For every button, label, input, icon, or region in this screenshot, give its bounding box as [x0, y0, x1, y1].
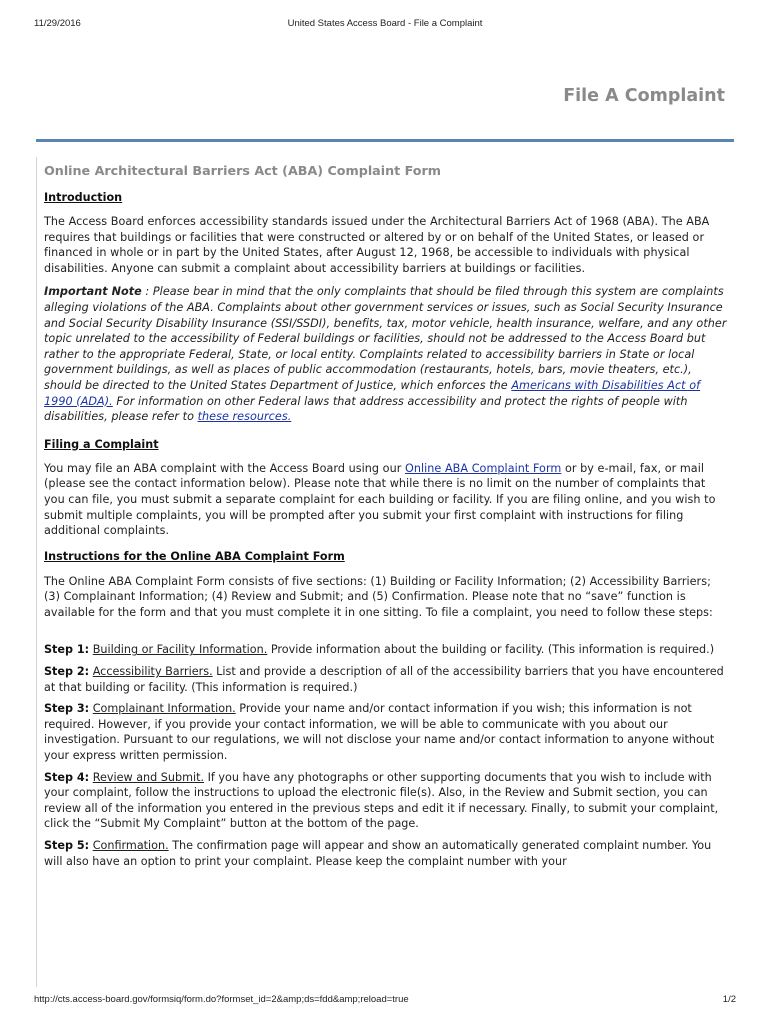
important-note	[44, 284, 729, 424]
step-label: Step 3:	[44, 702, 90, 716]
instructions-heading: Instructions for the Online ABA Complaint Form	[44, 549, 345, 563]
step-label: Step 2:	[44, 665, 90, 679]
step-item	[44, 838, 729, 869]
step-text: The confirmation page will appear and show an automatically generated complaint number. You will also have an option to print your complaint. Please keep the complaint number with your	[44, 839, 712, 868]
online-complaint-form-link[interactable]: Online ABA Complaint Form	[404, 461, 562, 475]
filing-text-after: or by e-mail, fax, or mail (please see the contact information below). Please note that while there is no limit on the number of complaints that you can file, you must submit a separate complaint for each building or facility. If you are filing online, and you wish to submit multiple complaints, you will be prompted after you submit your first complaint with instructions for filing additional complaints.	[44, 461, 716, 538]
step-link-accessibility-barriers[interactable]: Accessibility Barriers.	[92, 665, 213, 679]
print-header	[34, 18, 736, 32]
step-item	[44, 701, 729, 763]
resources-link[interactable]: these resources.	[197, 410, 292, 424]
important-note-text-2: For information on other Federal laws that address accessibility and protect the rights of people with disabilities, please refer to	[44, 394, 688, 424]
important-note-text: : Please bear in mind that the only complaints that should be filed through this system are complaints alleging violations of the ABA. Complaints about other government services or issues, such as Social Security Insurance and Social Security Disability Insurance (SSI/SSDI), benefits, tax, motor vehicle, health insurance, welfare, and any other topic unrelated to the accessibility of Federal buildings or facilities, should not be addressed to the Access Board but rather to the appropriate Federal, State, or local entity. Complaints related to accessibility barriers in State or local government buildings, as well as places of public accommodation (restaurants, hotels, bars, movie theaters, etc.), should be directed to the United States Department of Justice, which enforces the	[44, 285, 727, 392]
step-item	[44, 664, 729, 695]
page-title: File A Complaint	[563, 86, 725, 106]
ada-link[interactable]: Americans with Disabilities Act of 1990 (ADA).	[44, 378, 701, 408]
filing-text-before: You may file an ABA complaint with the Access Board using our	[44, 461, 405, 475]
step-link-building-info[interactable]: Building or Facility Information.	[92, 643, 268, 657]
header-divider	[36, 139, 734, 142]
print-document-title: United States Access Board - File a Complaint	[287, 18, 483, 29]
step-link-complainant-info[interactable]: Complainant Information.	[92, 702, 236, 716]
step-item	[44, 770, 729, 832]
step-text: Provide your name and/or contact information if you wish; this information is not required. However, if you provide your contact information, we will be able to communicate with you about our investigation. Pursuant to our regulations, we will not disclose your name and/or contact information to anyone without your express written permission.	[44, 702, 715, 763]
filing-heading: Filing a Complaint	[44, 437, 159, 451]
step-label: Step 4:	[44, 770, 90, 784]
introduction-text: The Access Board enforces accessibility standards issued under the Architectural Barriers Act of 1968 (ABA). The ABA requires that buildings or facilities that were constructed or altered by or on behalf of the United States, or leased or financed in whole or in part by the United States, after August 12, 1968, be accessible to individuals with physical disabilities. Anyone can submit a complaint about accessibility barriers at buildings or facilities.	[44, 215, 710, 275]
page-number: 1/2	[722, 994, 736, 1005]
step-link-review-submit[interactable]: Review and Submit.	[92, 770, 205, 784]
step-label: Step 1:	[44, 643, 90, 657]
print-footer	[34, 994, 736, 1008]
print-date: 11/29/2016	[34, 18, 81, 29]
filing-text	[44, 461, 729, 539]
step-text: Provide information about the building or facility. (This information is required.)	[267, 643, 715, 657]
step-label: Step 5:	[44, 839, 90, 852]
form-title: Online Architectural Barriers Act (ABA) Complaint Form	[44, 163, 441, 178]
introduction-heading: Introduction	[44, 191, 123, 204]
step-item	[44, 642, 729, 658]
instructions-text: The Online ABA Complaint Form consists of five sections: (1) Building or Facility Information; (2) Accessibility Barriers; (3) Complainant Information; (4) Review and Submit; and (5) Confirmation. Please note that no “save” function is available for the form and that you must complete it in one sitting. To file a complaint, you need to follow these steps:	[44, 574, 713, 619]
step-link-confirmation[interactable]: Confirmation.	[92, 839, 169, 852]
step-text: If you have any photographs or other supporting documents that you wish to include with your complaint, follow the instructions to upload the electronic file(s). Also, in the Review and Submit section, you can review all of the information you entered in the previous steps and edit it if necessary. Finally, to submit your complaint, click the “Submit My Complaint” button at the bottom of the page.	[44, 770, 719, 831]
print-url: http://cts.access-board.gov/formsiq/form.do?formset_id=2&amp;ds=fdd&amp;reload=true	[34, 994, 409, 1005]
form-content-panel	[36, 157, 735, 987]
step-text: List and provide a description of all of the accessibility barriers that you have encountered at that building or facility. (This information is required.)	[44, 665, 724, 694]
important-note-label: Important Note	[44, 285, 142, 299]
